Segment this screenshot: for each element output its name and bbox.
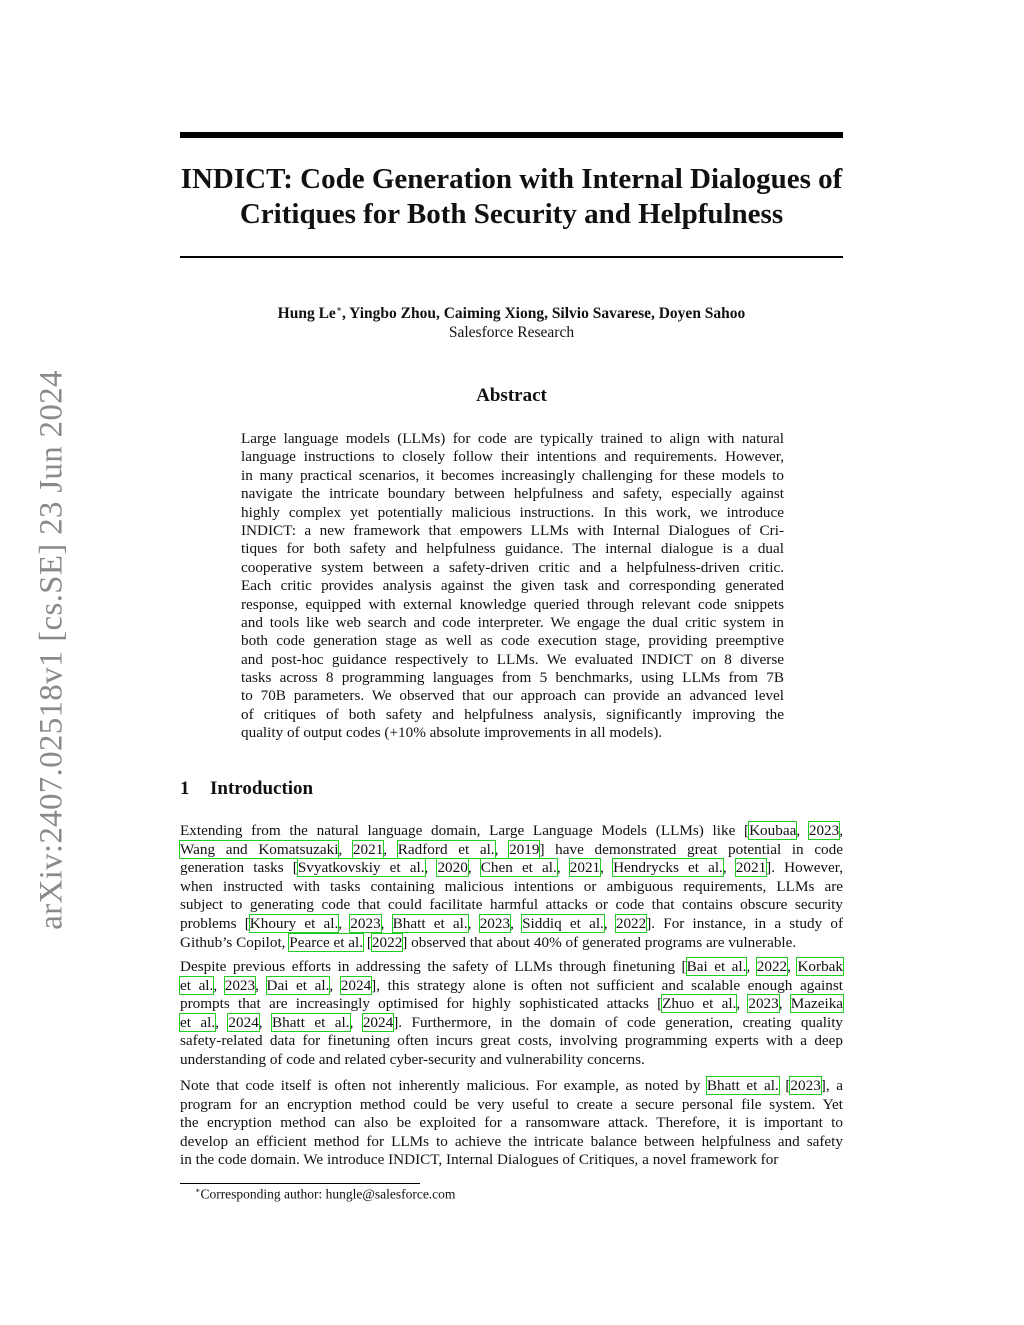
paragraph-text: , <box>338 840 353 858</box>
paragraph-text: understanding of code and related cyber-security and vulnerability concerns. <box>180 1050 645 1068</box>
paragraph-text: when instructed with tasks containing malicious intentions or ambiguous requirements, LLMs are <box>180 877 843 895</box>
paragraph-text: , <box>722 859 736 877</box>
paragraph-text: program for an encryption method could be very useful to create a secure personal file system. Yet <box>180 1095 843 1113</box>
paragraph-text: , <box>510 914 523 932</box>
abstract-line: and tools like web search and code interpreter. We engage the dual critic system in <box>241 613 784 631</box>
citation-link[interactable]: 2019 <box>509 840 540 858</box>
paragraph-text: generation tasks [ <box>180 859 298 877</box>
abstract-line: in many practical scenarios, it becomes increasingly challenging for these models to <box>241 466 784 484</box>
paragraph-text: , <box>600 859 614 877</box>
paragraph-text: problems [ <box>180 914 250 932</box>
paragraph-line <box>180 1114 843 1133</box>
abstract-heading: Abstract <box>476 385 547 406</box>
citation-link[interactable]: Svyatkovskiy et al. <box>297 859 425 877</box>
paragraph-text: , <box>329 976 341 994</box>
section-number: 1 <box>180 778 190 799</box>
title-top-rule <box>180 132 843 138</box>
title-line-2: Critiques for Both Security and Helpfulness <box>239 198 784 230</box>
citation-link[interactable]: Zhuo et al. <box>662 995 737 1013</box>
title-bottom-rule <box>180 256 843 258</box>
citation-link[interactable]: Bai et al. <box>686 958 747 975</box>
citation-link[interactable]: 2024 <box>340 976 372 994</box>
section-title: Introduction <box>210 778 314 799</box>
abstract-line: to 70B parameters. We observed that our approach can provide an advanced level <box>241 687 784 705</box>
corresponding-mark: ∗ <box>335 304 342 314</box>
intro-paragraph-2 <box>180 958 843 1070</box>
paragraph-text: ]. Furthermore, in the domain of code generation, creating quality <box>393 1013 844 1031</box>
abstract-body <box>241 430 784 743</box>
abstract-line: navigate the intricate boundary between helpfulness and safety, especially against <box>241 485 784 503</box>
footnote-text: Corresponding author: hungle@salesforce.com <box>200 1186 456 1202</box>
citation-link[interactable]: Radford et al. <box>397 840 495 858</box>
footnote <box>195 1186 455 1203</box>
paragraph-line <box>180 1014 843 1033</box>
paragraph-text: ] observed that about 40% of generated programs are vulnerable. <box>402 933 797 951</box>
citation-link[interactable]: 2023 <box>790 1077 821 1094</box>
footnote-mark: ∗ <box>195 1186 201 1195</box>
intro-paragraph-1 <box>180 822 843 952</box>
paragraph-line <box>180 1051 843 1070</box>
abstract-line: language instructions to closely follow their intentions and requirements. However, <box>241 448 784 466</box>
citation-link[interactable]: Bhatt et al. <box>706 1077 779 1094</box>
affiliation: Salesforce Research <box>448 324 575 342</box>
citation-link[interactable]: Siddiq et al. <box>522 914 604 932</box>
paragraph-text: , <box>424 859 438 877</box>
paragraph-text: , <box>215 1013 229 1031</box>
citation-link[interactable]: 2024 <box>362 1013 394 1031</box>
paragraph-text: [ <box>363 933 372 951</box>
citation-link[interactable]: Korbak <box>797 958 844 975</box>
paragraph-text: ]. For instance, in a study of <box>646 914 844 932</box>
paragraph-text: , <box>338 914 351 932</box>
paragraph-text: , <box>349 1013 363 1031</box>
paragraph-line <box>180 1032 843 1051</box>
author-names <box>180 300 843 323</box>
abstract-line: Large language models (LLMs) for code are typically trained to align with natural <box>241 430 784 447</box>
paragraph-text: , <box>213 976 225 994</box>
paragraph-text: prompts that are increasingly optimised for highly sophisticated attacks [ <box>180 995 663 1013</box>
paragraph-text: , <box>736 995 749 1013</box>
other-authors: , Yingbo Zhou, Caiming Xiong, Silvio Savarese, Doyen Sahoo <box>341 305 746 323</box>
paragraph-text: , <box>796 822 809 839</box>
abstract-line: tiques for both safety and helpfulness guidance. The internal dialogue is a dual <box>241 540 784 558</box>
paper-title <box>180 162 843 232</box>
paragraph-text: ]. However, <box>766 859 844 877</box>
abstract-line: tasks across 8 programming languages from 5 benchmarks, using LLMs from 7B <box>241 669 784 687</box>
author-block <box>180 300 843 342</box>
arxiv-side-stamp <box>0 0 100 1325</box>
paragraph-text: safety-related data for finetuning often incurs great costs, involving programming experts with a deep <box>180 1032 843 1050</box>
abstract-line: quality of output codes (+10% absolute improvements in all models). <box>241 724 663 742</box>
citation-link[interactable]: 2023 <box>224 976 256 994</box>
citation-link[interactable]: Wang and Komatsuzaki <box>180 840 339 858</box>
paragraph-text: , <box>467 859 481 877</box>
citation-link[interactable]: Mazeika <box>790 995 844 1013</box>
paragraph-text: ], this strategy alone is often not sufficient and scalable enough against <box>371 976 844 994</box>
paragraph-text: Despite previous efforts in addressing the safety of LLMs through finetuning [ <box>180 958 687 975</box>
citation-link[interactable]: 2021 <box>352 840 384 858</box>
paragraph-line <box>180 1096 843 1115</box>
paragraph-line <box>180 878 843 897</box>
citation-link[interactable]: 2023 <box>350 914 381 932</box>
citation-link[interactable]: 2024 <box>228 1013 259 1031</box>
citation-link[interactable]: Koubaa <box>749 822 797 839</box>
abstract-line: and post-hoc guidance respectively to LLMs. We evaluated INDICT on 8 diverse <box>241 650 784 668</box>
paragraph-text: develop an efficient method for LLMs to achieve the intricate balance between helpfulness and safety <box>180 1132 843 1150</box>
paragraph-line <box>180 958 843 977</box>
citation-link[interactable]: et al. <box>180 976 214 994</box>
paragraph-text: [ <box>778 1077 791 1094</box>
paragraph-line <box>180 896 843 915</box>
paragraph-text: subject to generating code that could facilitate harmful attacks or code that contains obscure security <box>180 896 843 914</box>
abstract-line: INDICT: a new framework that empowers LLMs with Internal Dialogues of Cri- <box>241 521 784 539</box>
citation-link[interactable]: 2022 <box>756 958 788 975</box>
citation-link[interactable]: 2023 <box>808 822 840 839</box>
citation-link[interactable]: 2022 <box>615 914 647 932</box>
paragraph-text: , <box>380 914 393 932</box>
paragraph-line <box>180 841 843 860</box>
paragraph-line <box>180 977 843 996</box>
citation-link[interactable]: 2021 <box>735 859 767 877</box>
citation-link[interactable]: 2021 <box>569 859 601 877</box>
paragraph-line <box>180 859 843 878</box>
paragraph-text: , <box>494 840 510 858</box>
citation-link[interactable]: 2023 <box>748 995 779 1013</box>
section-heading <box>180 778 313 800</box>
footnote-rule <box>180 1183 420 1184</box>
title-line-1: INDICT: Code Generation with Internal Dialogues of <box>180 163 843 195</box>
paragraph-text: Extending from the natural language domain, Large Language Models (LLMs) like [ <box>180 822 750 839</box>
arxiv-identifier: arXiv:2407.02518v1 [cs.SE] 23 Jun 2024 <box>33 370 70 930</box>
citation-link[interactable]: Chen et al. <box>480 859 557 877</box>
paragraph-text: , <box>778 995 791 1013</box>
citation-link[interactable]: 2022 <box>371 933 403 951</box>
paragraph-text: Note that code itself is often not inherently malicious. For example, as noted by <box>180 1077 707 1094</box>
abstract-line: response, equipped with external knowledge queried through relevant code snippets <box>241 595 784 613</box>
first-author: Hung Le <box>277 305 336 323</box>
abstract-line: of critiques of both safety and helpfulness analysis, significantly improving the <box>241 705 784 723</box>
paragraph-text: the encryption method can also be exploited for a ransomware attack. Therefore, it is important to <box>180 1114 843 1132</box>
paragraph-text: Github’s Copilot, <box>180 933 290 951</box>
paragraph-text: , <box>603 914 616 932</box>
intro-paragraph-3 <box>180 1077 843 1170</box>
paragraph-text: , <box>383 840 398 858</box>
paragraph-text: , <box>839 822 844 839</box>
paragraph-text: ] have demonstrated great potential in code <box>539 840 843 858</box>
paragraph-line <box>180 1133 843 1152</box>
citation-link[interactable]: Pearce et al. <box>289 933 364 951</box>
citation-link[interactable]: et al. <box>180 1013 216 1031</box>
paragraph-text: ], a <box>820 1077 843 1094</box>
paragraph-text: , <box>556 859 570 877</box>
citation-link[interactable]: Bhatt et al. <box>392 914 468 932</box>
paragraph-text: , <box>258 1013 273 1031</box>
citation-link[interactable]: Khoury et al. <box>249 914 339 932</box>
paragraph-text: , <box>255 976 267 994</box>
paragraph-line <box>180 934 843 953</box>
paragraph-line <box>180 822 843 841</box>
paragraph-text: in the code domain. We introduce INDICT, Internal Dialogues of Critiques, a novel framework for <box>180 1151 779 1169</box>
paragraph-line <box>180 1151 843 1170</box>
citation-link[interactable]: Bhatt et al. <box>272 1013 350 1031</box>
paragraph-text: , <box>746 958 757 975</box>
paragraph-line <box>180 995 843 1014</box>
abstract-line: both code generation stage as well as code execution stage, providing preemptive <box>241 632 784 650</box>
paragraph-text: , <box>787 958 798 975</box>
citation-link[interactable]: 2023 <box>479 914 511 932</box>
paragraph-line <box>180 1077 843 1096</box>
citation-link[interactable]: 2020 <box>437 859 468 877</box>
paragraph-line <box>180 915 843 934</box>
abstract-line: cooperative system between a safety-driven critic and a helpfulness-driven critic. <box>241 558 784 576</box>
paragraph-text: , <box>467 914 480 932</box>
abstract-line: Each critic provides analysis against the given task and corresponding generated <box>241 577 784 595</box>
abstract-line: highly complex yet potentially malicious instructions. In this work, we introduce <box>241 503 784 521</box>
citation-link[interactable]: Dai et al. <box>266 976 330 994</box>
citation-link[interactable]: Hendrycks et al. <box>613 859 723 877</box>
